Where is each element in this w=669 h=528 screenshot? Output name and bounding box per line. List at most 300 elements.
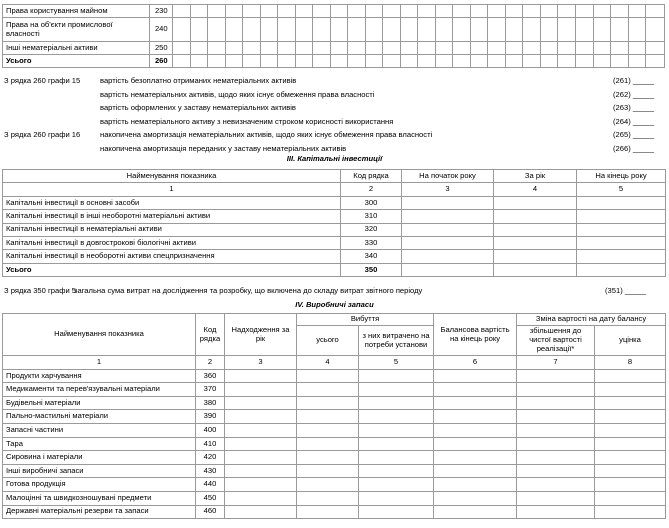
value-cell[interactable] (348, 18, 366, 42)
value-cell[interactable] (400, 55, 418, 68)
value-cell[interactable] (208, 18, 226, 42)
value-cell[interactable] (190, 18, 208, 42)
header-balance: Балансова вартість на кінець року (434, 314, 517, 356)
value-cell[interactable] (225, 505, 297, 519)
row-name: Капітальні інвестиції в нематеріальні активи (3, 223, 341, 236)
value-cell[interactable] (383, 42, 401, 55)
value-cell[interactable] (434, 396, 517, 410)
value-cell[interactable] (488, 5, 506, 18)
value-cell[interactable] (383, 5, 401, 18)
row-name: Готова продукція (3, 478, 196, 492)
value-cell[interactable] (359, 396, 434, 410)
row-name: Капітальні інвестиції в довгострокові біологічні активи (3, 236, 341, 249)
value-cell[interactable] (494, 196, 577, 209)
row-code: 360 (196, 369, 225, 383)
header-disposal-internal: з них витрачено на потреби установи (359, 326, 434, 356)
value-cell[interactable] (517, 505, 595, 519)
value-cell[interactable] (330, 5, 348, 18)
note-code[interactable]: (261) _____ (613, 76, 654, 85)
table-row (3, 464, 666, 478)
value-cell[interactable] (359, 383, 434, 397)
note-text: вартість нематеріального активу з невизначеним строком корисності використання (100, 116, 394, 126)
value-cell[interactable] (313, 5, 331, 18)
value-cell[interactable] (595, 505, 666, 519)
row-code: 350 (341, 263, 402, 276)
row-code: 370 (196, 383, 225, 397)
note-code[interactable]: (266) _____ (613, 143, 654, 153)
row-code: 340 (341, 250, 402, 263)
note-row (4, 101, 666, 115)
row-name: Малоцінні та швидкозношувані предмети (3, 491, 196, 505)
header-start-of-year: На початок року (402, 170, 494, 183)
row-code: 380 (196, 396, 225, 410)
col-number: 3 (225, 356, 297, 370)
table-row (3, 396, 666, 410)
value-cell[interactable] (628, 42, 646, 55)
value-cell[interactable] (540, 18, 558, 42)
row-code: 230 (150, 5, 173, 18)
table-row (3, 383, 666, 397)
value-cell[interactable] (577, 263, 666, 276)
value-cell[interactable] (418, 18, 436, 42)
inventory-title: IV. Виробничі запаси (295, 300, 374, 309)
value-cell[interactable] (297, 464, 359, 478)
value-cell[interactable] (523, 18, 541, 42)
note-text: накопичена амортизація переданих у заставу нематеріальних активів (100, 143, 347, 153)
value-cell[interactable] (435, 55, 453, 68)
value-cell[interactable] (494, 223, 577, 236)
value-cell[interactable] (494, 236, 577, 249)
row-code: 420 (196, 451, 225, 465)
value-cell[interactable] (359, 505, 434, 519)
value-cell[interactable] (365, 42, 383, 55)
value-cell[interactable] (295, 42, 313, 55)
row-code: 390 (196, 410, 225, 424)
row-name: Пально-мастильні матеріали (3, 410, 196, 424)
row-name: Усього (3, 55, 150, 68)
col-number: 1 (3, 356, 196, 370)
row-code: 430 (196, 464, 225, 478)
value-cell[interactable] (225, 42, 243, 55)
value-cell[interactable] (575, 42, 593, 55)
table-row (3, 423, 666, 437)
value-cell[interactable] (434, 478, 517, 492)
header-disposal-total: усього (297, 326, 359, 356)
value-cell[interactable] (628, 55, 646, 68)
value-cell[interactable] (297, 491, 359, 505)
value-cell[interactable] (297, 505, 359, 519)
value-cell[interactable] (348, 42, 366, 55)
value-cell[interactable] (297, 396, 359, 410)
value-cell[interactable] (595, 396, 666, 410)
value-cell[interactable] (453, 5, 471, 18)
value-cell[interactable] (494, 210, 577, 223)
value-cell[interactable] (313, 18, 331, 42)
note-code[interactable]: (262) _____ (613, 89, 654, 99)
value-cell[interactable] (558, 5, 576, 18)
value-cell[interactable] (434, 437, 517, 451)
table-row (3, 196, 666, 209)
table-row (3, 505, 666, 519)
inventory-table (2, 313, 666, 519)
col-number: 3 (402, 183, 494, 196)
value-cell[interactable] (359, 437, 434, 451)
value-cell[interactable] (278, 5, 296, 18)
value-cell[interactable] (278, 18, 296, 42)
value-cell[interactable] (297, 423, 359, 437)
value-cell[interactable] (595, 491, 666, 505)
value-cell[interactable] (611, 18, 629, 42)
value-cell[interactable] (434, 369, 517, 383)
value-cell[interactable] (260, 42, 278, 55)
value-cell[interactable] (225, 410, 297, 424)
col-number: 5 (577, 183, 666, 196)
header-for-year: За рік (494, 170, 577, 183)
row-name: Сировина і матеріали (3, 451, 196, 465)
value-cell[interactable] (173, 55, 191, 68)
table-row (3, 410, 666, 424)
value-cell[interactable] (295, 5, 313, 18)
row-name: Інші виробничі запаси (3, 464, 196, 478)
value-cell[interactable] (295, 55, 313, 68)
value-cell[interactable] (225, 55, 243, 68)
value-cell[interactable] (173, 42, 191, 55)
row-code: 330 (341, 236, 402, 249)
value-cell[interactable] (435, 18, 453, 42)
row-name: Продукти харчування (3, 369, 196, 383)
value-cell[interactable] (611, 55, 629, 68)
row-code: 240 (150, 18, 173, 42)
row-code: 260 (150, 55, 173, 68)
value-cell[interactable] (593, 5, 611, 18)
value-cell[interactable] (365, 5, 383, 18)
value-cell[interactable] (505, 55, 523, 68)
value-cell[interactable] (540, 5, 558, 18)
note-code[interactable]: (265) _____ (613, 130, 654, 140)
value-cell[interactable] (434, 464, 517, 478)
value-cell[interactable] (402, 250, 494, 263)
table-row (3, 18, 665, 42)
intangible-assets-table (2, 4, 665, 68)
value-cell[interactable] (208, 55, 226, 68)
value-cell[interactable] (517, 491, 595, 505)
value-cell[interactable] (225, 464, 297, 478)
col-number: 4 (297, 356, 359, 370)
row-name: Будівельні матеріали (3, 396, 196, 410)
header-disposal: Вибуття (297, 314, 434, 326)
value-cell[interactable] (190, 55, 208, 68)
value-cell[interactable] (243, 5, 261, 18)
value-cell[interactable] (359, 491, 434, 505)
value-cell[interactable] (225, 423, 297, 437)
value-cell[interactable] (577, 196, 666, 209)
value-cell[interactable] (595, 369, 666, 383)
value-cell[interactable] (558, 55, 576, 68)
note-code: (351) _____ (605, 286, 646, 295)
note-row (4, 74, 666, 88)
header-change-increase: збільшення до чистої вартості реалізації* (517, 326, 595, 356)
value-cell[interactable] (295, 18, 313, 42)
row-code: 320 (341, 223, 402, 236)
value-cell[interactable] (260, 5, 278, 18)
value-cell[interactable] (402, 196, 494, 209)
note-code[interactable]: (263) _____ (613, 103, 654, 113)
value-cell[interactable] (359, 369, 434, 383)
value-cell[interactable] (225, 437, 297, 451)
value-cell[interactable] (595, 383, 666, 397)
value-cell[interactable] (435, 42, 453, 55)
value-cell[interactable] (225, 478, 297, 492)
value-cell[interactable] (595, 464, 666, 478)
value-cell[interactable] (330, 55, 348, 68)
value-cell[interactable] (595, 410, 666, 424)
value-cell[interactable] (434, 383, 517, 397)
row-code: 460 (196, 505, 225, 519)
value-cell[interactable] (359, 478, 434, 492)
table-row (3, 223, 666, 236)
row-code: 310 (341, 210, 402, 223)
value-cell[interactable] (611, 42, 629, 55)
value-cell[interactable] (517, 383, 595, 397)
value-cell[interactable] (383, 18, 401, 42)
value-cell[interactable] (523, 5, 541, 18)
table-row (3, 55, 665, 68)
value-cell[interactable] (595, 423, 666, 437)
value-cell[interactable] (488, 55, 506, 68)
value-cell[interactable] (505, 42, 523, 55)
value-cell[interactable] (400, 18, 418, 42)
row-name: Запасні частини (3, 423, 196, 437)
value-cell[interactable] (297, 369, 359, 383)
value-cell[interactable] (517, 464, 595, 478)
row-name: Права користування майном (3, 5, 150, 18)
row-code: 250 (150, 42, 173, 55)
value-cell[interactable] (225, 491, 297, 505)
value-cell[interactable] (173, 18, 191, 42)
value-cell[interactable] (577, 223, 666, 236)
value-cell[interactable] (348, 5, 366, 18)
row-code: 400 (196, 423, 225, 437)
value-cell[interactable] (517, 423, 595, 437)
note-text: накопичена амортизація нематеріальних активів, щодо яких існує обмеження права власності (100, 130, 433, 140)
value-cell[interactable] (260, 55, 278, 68)
value-cell[interactable] (418, 42, 436, 55)
intangible-assets-notes (4, 74, 666, 156)
value-cell[interactable] (577, 210, 666, 223)
value-cell[interactable] (365, 18, 383, 42)
value-cell[interactable] (488, 18, 506, 42)
value-cell[interactable] (359, 451, 434, 465)
value-cell[interactable] (453, 18, 471, 42)
value-cell[interactable] (558, 42, 576, 55)
value-cell[interactable] (434, 410, 517, 424)
value-cell[interactable] (505, 18, 523, 42)
value-cell[interactable] (434, 451, 517, 465)
value-cell[interactable] (593, 18, 611, 42)
value-cell[interactable] (646, 18, 665, 42)
value-cell[interactable] (225, 383, 297, 397)
value-cell[interactable] (517, 437, 595, 451)
value-cell[interactable] (517, 369, 595, 383)
row-code: 440 (196, 478, 225, 492)
row-code: 300 (341, 196, 402, 209)
value-cell[interactable] (646, 42, 665, 55)
value-cell[interactable] (359, 423, 434, 437)
value-cell[interactable] (243, 42, 261, 55)
value-cell[interactable] (523, 42, 541, 55)
value-cell[interactable] (577, 250, 666, 263)
value-cell[interactable] (593, 42, 611, 55)
value-cell[interactable] (517, 451, 595, 465)
value-cell[interactable] (523, 55, 541, 68)
value-cell[interactable] (313, 55, 331, 68)
value-cell[interactable] (453, 55, 471, 68)
value-cell[interactable] (505, 5, 523, 18)
note-text: вартість оформлених у заставу нематеріальних активів (100, 103, 296, 113)
row-code: 450 (196, 491, 225, 505)
value-cell[interactable] (313, 42, 331, 55)
value-cell[interactable] (470, 42, 488, 55)
value-cell[interactable] (646, 5, 665, 18)
value-cell[interactable] (402, 263, 494, 276)
header-code: Код рядка (341, 170, 402, 183)
row-name: Права на об'єкти промислової власності (3, 18, 150, 42)
header-change-markdown: уцінка (595, 326, 666, 356)
note-text: загальна сума витрат на дослідження та розробку, що включена до складу витрат звітного періоду (74, 286, 423, 295)
row-name: Державні матеріальні резерви та запаси (3, 505, 196, 519)
value-cell[interactable] (402, 236, 494, 249)
value-cell[interactable] (611, 5, 629, 18)
value-cell[interactable] (225, 18, 243, 42)
value-cell[interactable] (628, 18, 646, 42)
value-cell[interactable] (225, 396, 297, 410)
value-cell[interactable] (595, 478, 666, 492)
row-name: Тара (3, 437, 196, 451)
value-cell[interactable] (470, 55, 488, 68)
value-cell[interactable] (208, 5, 226, 18)
row-name: Інші нематеріальні активи (3, 42, 150, 55)
value-cell[interactable] (517, 478, 595, 492)
value-cell[interactable] (359, 464, 434, 478)
table-row (3, 369, 666, 383)
value-cell[interactable] (540, 55, 558, 68)
value-cell[interactable] (488, 42, 506, 55)
note-text: вартість нематеріальних активів, щодо яких існує обмеження права власності (100, 89, 375, 99)
value-cell[interactable] (517, 410, 595, 424)
value-cell[interactable] (418, 5, 436, 18)
value-cell[interactable] (517, 396, 595, 410)
col-number: 6 (434, 356, 517, 370)
header-name: Найменування показника (3, 170, 341, 183)
value-cell[interactable] (470, 18, 488, 42)
value-cell[interactable] (593, 55, 611, 68)
value-cell[interactable] (628, 5, 646, 18)
value-cell[interactable] (400, 5, 418, 18)
note-code[interactable]: (264) _____ (613, 116, 654, 126)
value-cell[interactable] (297, 383, 359, 397)
value-cell[interactable] (348, 55, 366, 68)
table-row (3, 5, 665, 18)
value-cell[interactable] (575, 55, 593, 68)
col-number: 8 (595, 356, 666, 370)
value-cell[interactable] (577, 236, 666, 249)
table-row (3, 437, 666, 451)
header-value-change: Зміна вартості на дату балансу (517, 314, 666, 326)
value-cell[interactable] (297, 478, 359, 492)
value-cell[interactable] (383, 55, 401, 68)
col-number: 2 (196, 356, 225, 370)
value-cell[interactable] (190, 42, 208, 55)
table-row (3, 236, 666, 249)
row-name: Капітальні інвестиції в необоротні активи спецпризначення (3, 250, 341, 263)
value-cell[interactable] (190, 5, 208, 18)
value-cell[interactable] (225, 369, 297, 383)
value-cell[interactable] (575, 5, 593, 18)
value-cell[interactable] (558, 18, 576, 42)
value-cell[interactable] (418, 55, 436, 68)
value-cell[interactable] (208, 42, 226, 55)
capital-investments-table (2, 169, 666, 277)
value-cell[interactable] (297, 451, 359, 465)
value-cell[interactable] (575, 18, 593, 42)
col-number: 5 (359, 356, 434, 370)
header-receipts: Надходження за рік (225, 314, 297, 356)
note-row (4, 128, 666, 142)
value-cell[interactable] (243, 55, 261, 68)
value-cell[interactable] (278, 42, 296, 55)
value-cell[interactable] (494, 263, 577, 276)
value-cell[interactable] (402, 223, 494, 236)
value-cell[interactable] (173, 5, 191, 18)
value-cell[interactable] (435, 5, 453, 18)
value-cell[interactable] (646, 55, 665, 68)
row-name: Капітальні інвестиції в інші необоротні матеріальні активи (3, 210, 341, 223)
value-cell[interactable] (434, 423, 517, 437)
value-cell[interactable] (243, 18, 261, 42)
note-row (4, 88, 666, 102)
table-row (3, 263, 666, 276)
value-cell[interactable] (434, 505, 517, 519)
col-number: 7 (517, 356, 595, 370)
value-cell[interactable] (595, 437, 666, 451)
value-cell[interactable] (494, 250, 577, 263)
value-cell[interactable] (470, 5, 488, 18)
value-cell[interactable] (225, 451, 297, 465)
value-cell[interactable] (330, 42, 348, 55)
note-text: вартість безоплатно отриманих нематеріальних активів (100, 76, 297, 85)
value-cell[interactable] (434, 491, 517, 505)
value-cell[interactable] (225, 5, 243, 18)
capital-investments-title: III. Капітальні інвестиції (286, 154, 383, 163)
value-cell[interactable] (260, 18, 278, 42)
value-cell[interactable] (540, 42, 558, 55)
header-code: Код рядка (196, 314, 225, 356)
note-prefix: З рядка 260 графи 15 (4, 76, 81, 85)
value-cell[interactable] (297, 437, 359, 451)
value-cell[interactable] (595, 451, 666, 465)
value-cell[interactable] (359, 410, 434, 424)
value-cell[interactable] (402, 210, 494, 223)
value-cell[interactable] (453, 42, 471, 55)
value-cell[interactable] (297, 410, 359, 424)
value-cell[interactable] (400, 42, 418, 55)
note-prefix: З рядка 260 графи 16 (4, 130, 81, 140)
value-cell[interactable] (330, 18, 348, 42)
col-number: 2 (341, 183, 402, 196)
value-cell[interactable] (365, 55, 383, 68)
value-cell[interactable] (278, 55, 296, 68)
header-end-of-year: На кінець року (577, 170, 666, 183)
